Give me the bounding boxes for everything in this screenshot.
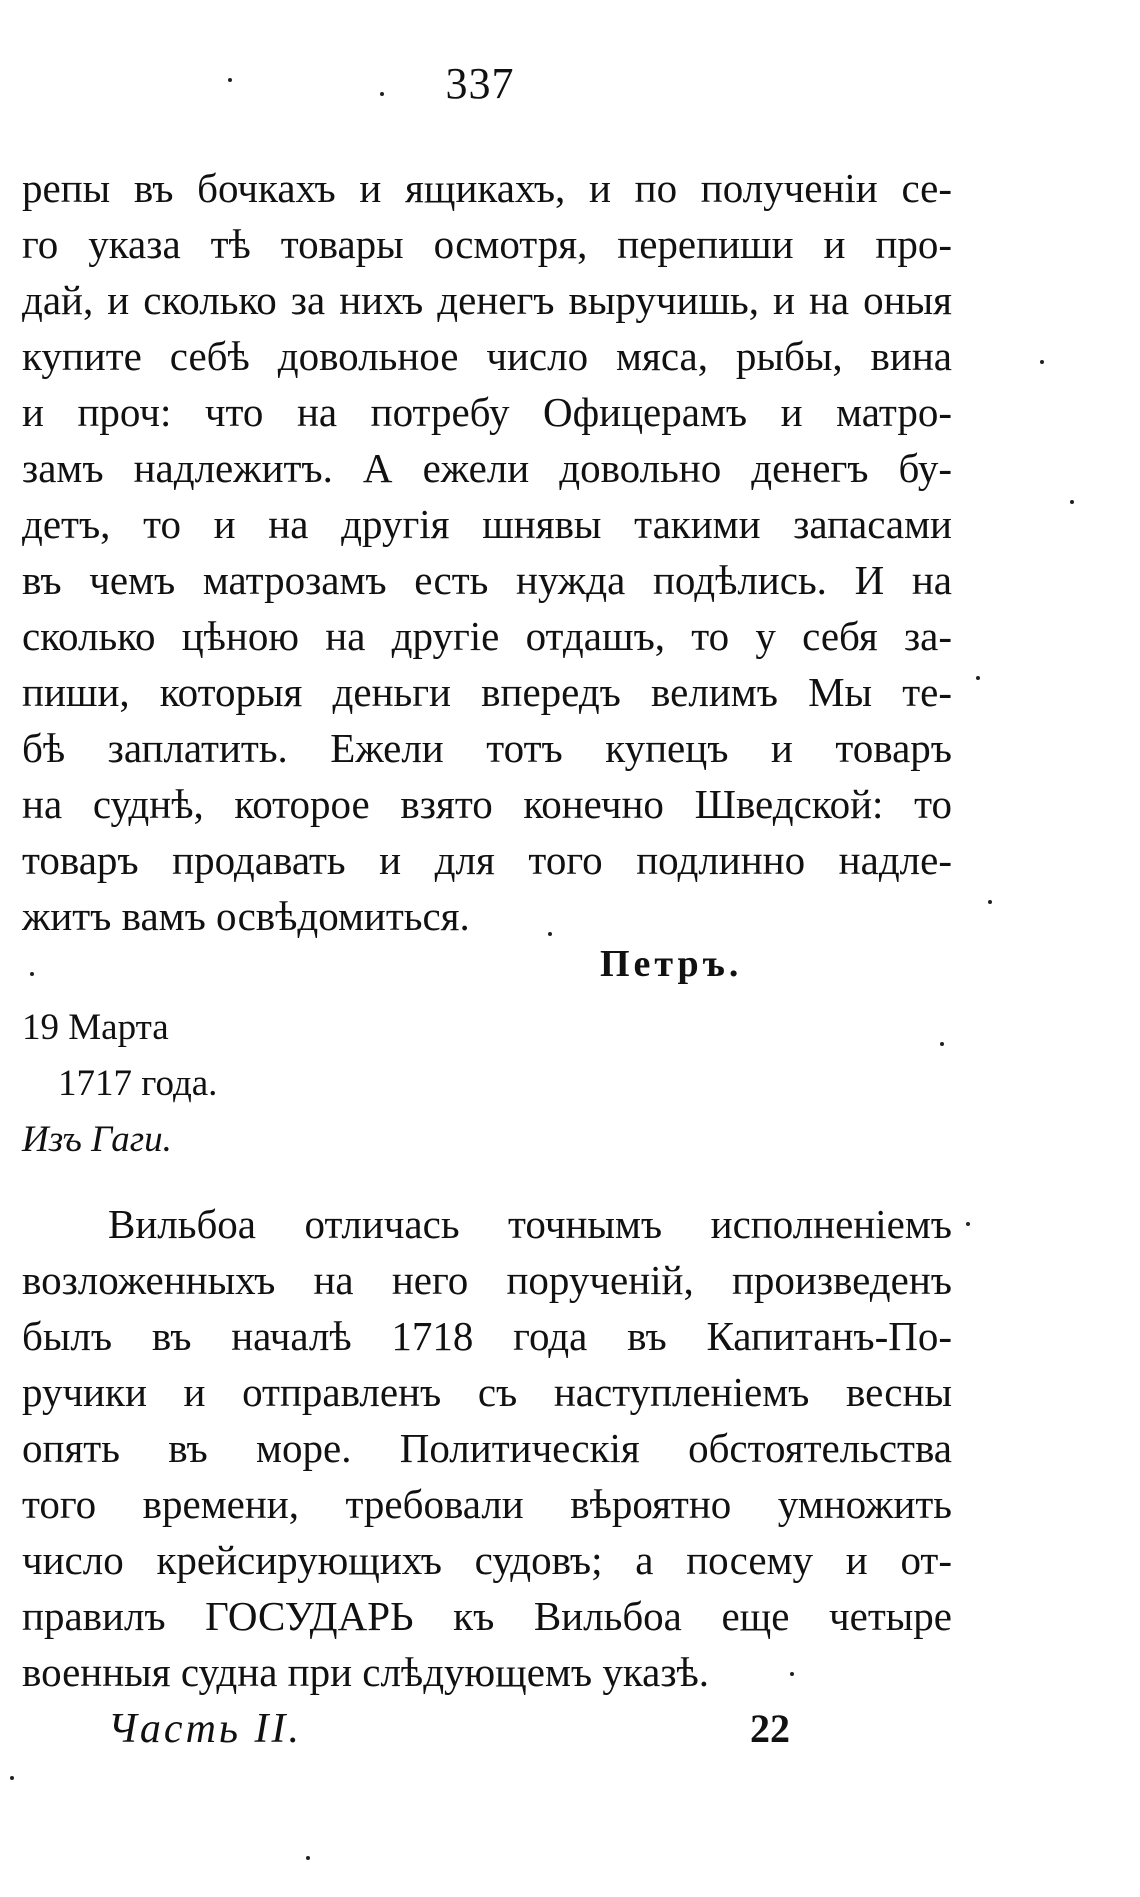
scan-speck [976,676,980,680]
text-line: и проч: что на потребу Офицерамъ и матро- [22,389,952,435]
text-line: на суднѣ, которое взято конечно Шведской: то [22,781,952,827]
scan-speck [228,78,232,82]
scan-speck [548,932,552,936]
text-line: число крейсирующихъ судовъ; а посему и от- [22,1537,952,1583]
text-line: возложенныхъ на него порученій, произведенъ [22,1257,952,1303]
text-line: того времени, требовали вѣроятно умножить [22,1481,952,1527]
text-line: бѣ заплатить. Ежели тотъ купецъ и товаръ [22,725,952,771]
date-year: 1717 года. [58,1063,218,1104]
scan-speck [790,1672,794,1676]
text-line-last: житъ вамъ освѣдомиться. [22,893,470,939]
text-line: правилъ ГОСУДАРЬ къ Вильбоа еще четыре [22,1593,952,1639]
scan-speck [1040,360,1044,364]
text-line: репы въ бочкахъ и ящикахъ, и по полученіи се- [22,165,952,211]
scan-speck [306,1856,310,1860]
scan-speck [966,1222,970,1226]
text-line: го указа тѣ товары осмотря, перепиши и про- [22,221,952,267]
text-line: товаръ продавать и для того подлинно надле- [22,837,952,883]
text-line: опять въ море. Политическія обстоятельства [22,1425,952,1471]
page-number: 337 [445,59,515,108]
text-line: ручики и отправленъ съ наступленіемъ весны [22,1369,952,1415]
scan-speck [380,92,384,96]
scan-speck [940,1042,944,1046]
text-line: дай, и сколько за нихъ денегъ выручишь, и на оныя [22,277,952,323]
scan-speck [988,900,992,904]
text-line: былъ въ началѣ 1718 года въ Капитанъ-По- [22,1313,952,1359]
text-line: пиши, которыя деньги впередъ велимъ Мы те- [22,669,952,715]
text-line-last: военныя судна при слѣдующемъ указѣ. [22,1649,710,1695]
text-line: сколько цѣною на другіе отдашъ, то у себя за- [22,613,952,659]
date-place: Изъ Гаги. [22,1119,172,1160]
text-line: купите себѣ довольное число мяса, рыбы, вина [22,333,952,379]
footer-signature-mark: 22 [750,1706,790,1751]
date-day: 19 Марта [22,1007,169,1048]
scan-speck [10,1776,14,1780]
text-line: Вильбоа отличась точнымъ исполненіемъ [108,1201,952,1247]
text-line: детъ, то и на другія шнявы такими запасами [22,501,952,547]
text-line: замъ надлежитъ. А ежели довольно денегъ бу- [22,445,952,491]
signature: Петръ. [600,943,743,985]
scan-speck [1070,500,1074,504]
footer-part-label: Часть II. [108,1706,302,1752]
text-line: въ чемъ матрозамъ есть нужда подѣлись. И на [22,557,952,603]
scan-speck [30,972,34,976]
